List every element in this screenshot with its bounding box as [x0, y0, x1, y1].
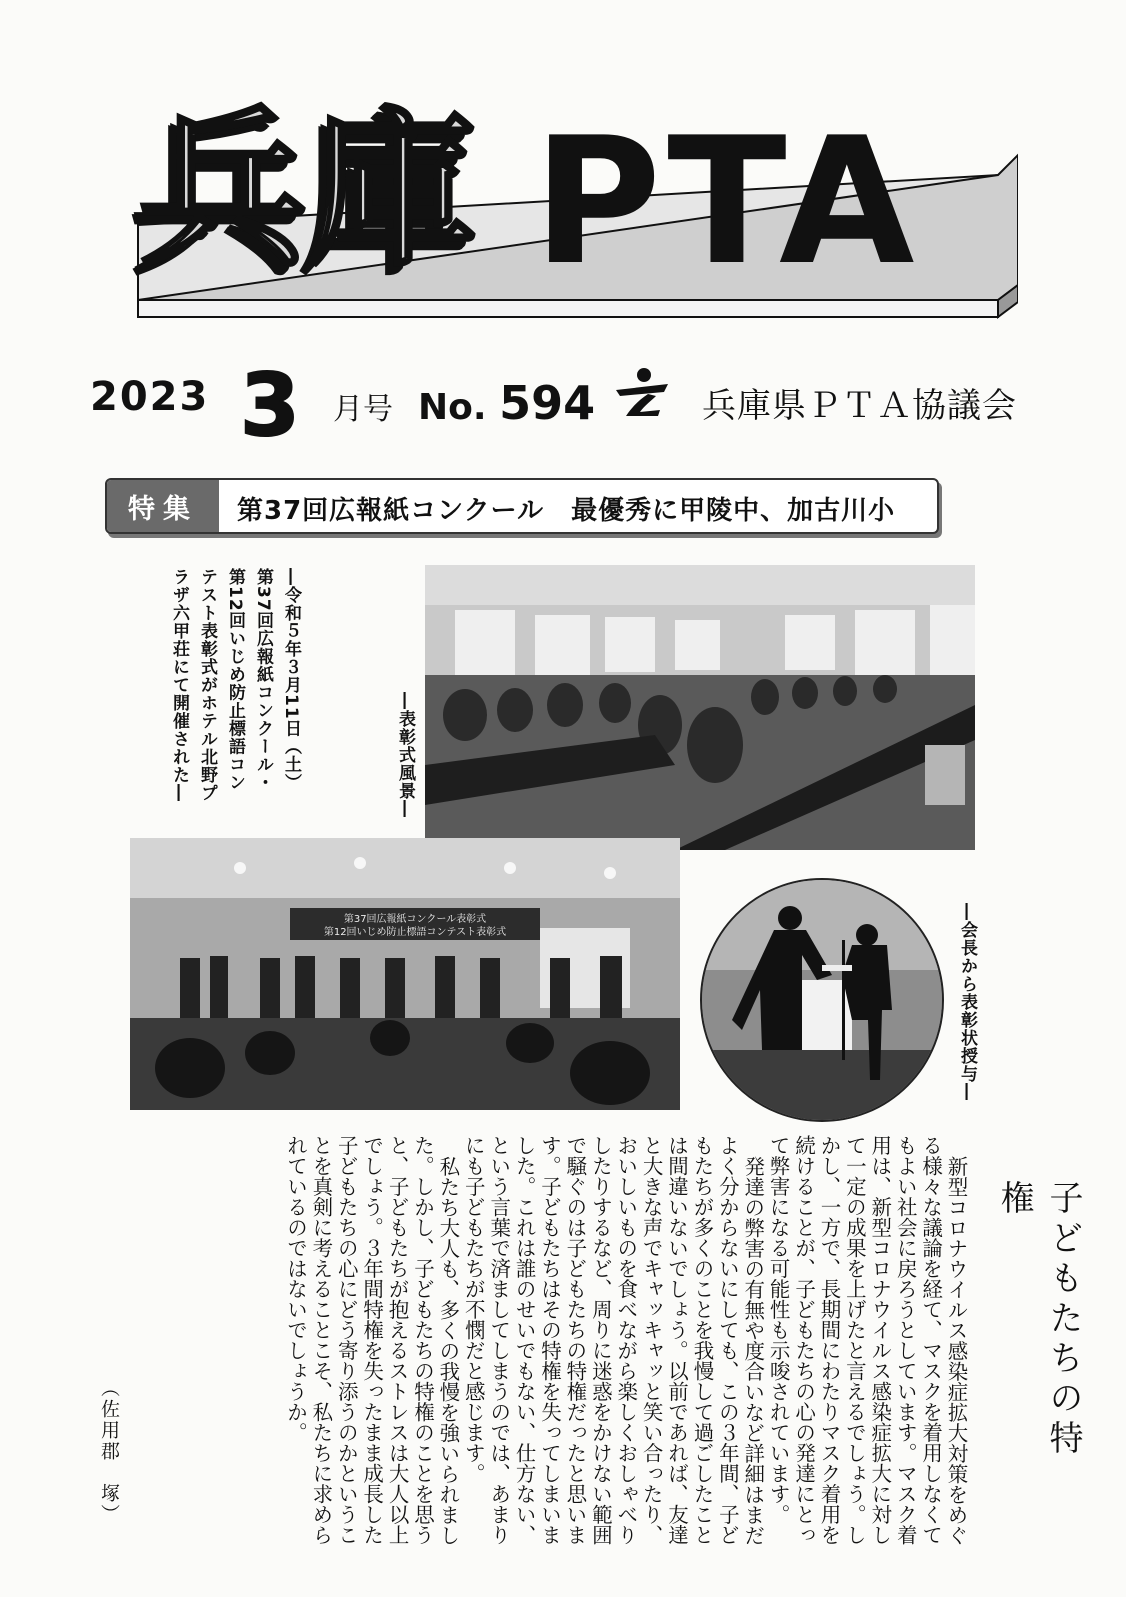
- article-author: （佐用郡 塚）: [98, 1378, 120, 1525]
- hall-photo-graphic: [425, 565, 975, 850]
- pta-logo-icon: [608, 366, 676, 426]
- masthead-pta: PTA: [533, 101, 921, 304]
- hall-audience-photo: [425, 565, 975, 850]
- issue-month-suffix: 月号: [333, 392, 393, 427]
- article-title: 子どもたちの特権: [994, 1180, 1083, 1460]
- stage-awardees-photo: [130, 838, 680, 1110]
- issue-line: [90, 356, 1030, 456]
- scene-caption: ―表彰式風景―: [395, 692, 415, 818]
- feature-banner: [105, 478, 939, 534]
- article-paragraph: 私たち大人も、多くの我慢を強いられました。しかし、子どもたちの特権のことを思うと、子どもたちが抱えるストレスは大人以上でしょう。３年間特権を失ったまま成長した子どもたちの心にどう寄り添うのかということを真剣に考えることこそ、私たちに求められているのではないでしょうか。: [283, 1135, 460, 1545]
- masthead-kanji: 兵庫: [138, 90, 479, 290]
- issue-number-value: 594: [499, 376, 596, 430]
- masthead: [118, 90, 1018, 335]
- article-paragraph: 発達の弊害の有無や度合いなど詳細はまだよく分からないにしても、この３年間、子どもたちが多くのことを我慢して過ごしたことは間違いないでしょう。以前であれば、友達と大きな声でキャッキャッと笑い合ったり、おいしいものを食べながら楽しくおしゃべりしたりするなど、周りに迷惑をかけない範囲で騒ぐのは子どもたちの特権だったと思います。子どもたちはその特権を失ってしまいました。これは誰のせいでもない、仕方ない、という言葉で済ましてしまうのでは、あまりにも子どもたちが不憫だと感じます。: [461, 1135, 765, 1545]
- award-presentation-photo: [700, 878, 944, 1122]
- issue-month: 3: [240, 356, 300, 456]
- issue-number: [418, 376, 595, 430]
- stage-banner-line2: 第12回いじめ防止標語コンテスト表彰式: [323, 927, 507, 938]
- feature-title: 第37回広報紙コンクール 最優秀に甲陵中、加古川小: [237, 496, 896, 526]
- award-photo-graphic: [702, 880, 942, 1120]
- issue-number-prefix: No.: [418, 387, 487, 428]
- stage-photo-graphic: [130, 838, 680, 1110]
- stage-banner-line1: 第37回広報紙コンクール表彰式: [343, 914, 487, 925]
- issue-year: 2023: [90, 374, 210, 420]
- award-caption: ―会長から表彰状授与―: [957, 903, 977, 1101]
- issue-organization: 兵庫県ＰＴＡ協議会: [702, 386, 1017, 426]
- article-paragraph: 新型コロナウイルス感染症拡大対策をめぐる様々な議論を経て、マスクを着用しなくてもよい社会に戻ろうとしています。マスク着用は、新型コロナウイルス感染症拡大に対して一定の成果を上げたと言えるでしょう。しかし、一方で、長期間にわたりマスク着用を続けることが、子どもたちの心の発達にとって弊害になる可能性も示唆されています。: [766, 1135, 968, 1545]
- feature-tag: 特集: [107, 480, 219, 532]
- event-caption: ―令和５年３月11日（土）第37回広報紙コンクール・第12回いじめ防止標語コンテスト表彰式がホテル北野プラザ六甲荘にて開催された―: [169, 568, 301, 802]
- article-body: [128, 1135, 968, 1545]
